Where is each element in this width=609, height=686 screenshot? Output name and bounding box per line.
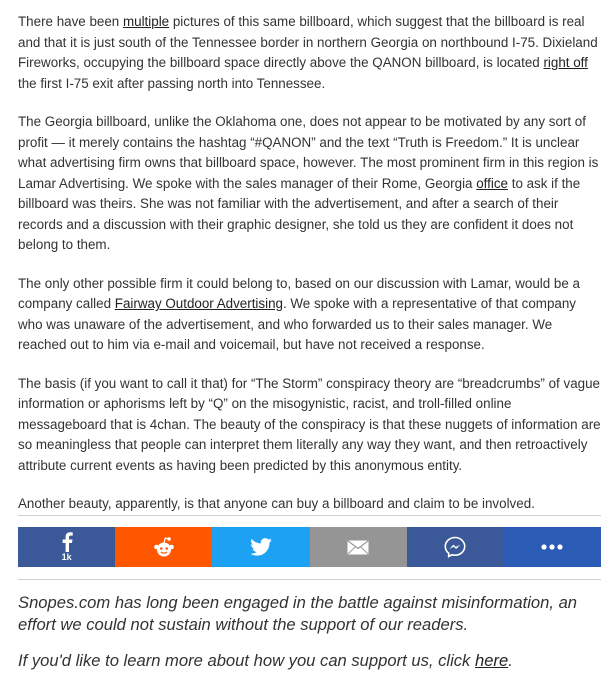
support-text: If you'd like to learn more about how you can support us, click <box>18 651 475 670</box>
office-link[interactable]: office <box>476 175 508 191</box>
reddit-share-button[interactable] <box>115 527 212 567</box>
article-paragraph-1 <box>18 12 603 94</box>
paragraph-text: The Georgia billboard, unlike the Oklahoma one, does not appear to be motivated by any sort of profit — it merely contains the hashtag “#QANON” and the text “Truth is Freedom.” It is unclear what advertising firm owns that billboard space, however. The most prominent firm in this region is Lamar Advertising. We spoke with the sales manager of their Rome, Georgia <box>18 114 599 191</box>
article-body <box>18 12 603 533</box>
paragraph-text: . We spoke with a representative of that company who was unaware of the advertisement, and who forwarded us to their sales manager. We reached out to him via e-mail and voicemail, but have not received a response. <box>18 296 576 352</box>
facebook-share-count: 1k <box>61 552 72 562</box>
share-divider-bottom <box>18 579 601 580</box>
article-paragraph-3 <box>18 274 603 356</box>
share-bar <box>18 527 601 567</box>
messenger-share-button[interactable] <box>407 527 504 567</box>
reddit-icon <box>152 536 176 558</box>
multiple-link[interactable]: multiple <box>122 14 170 29</box>
twitter-icon <box>250 538 272 556</box>
email-share-button[interactable] <box>310 527 407 567</box>
support-paragraph-2 <box>18 650 603 672</box>
article-paragraph-4: The basis (if you want to call it that) for “The Storm” conspiracy theory are “breadcrumbs” of vague information or aphorisms left by “Q” on the misogynistic, racist, and troll-filled online messageboard that is 4chan. The beauty of the conspiracy is that these nuggets of information are so meaningless that people can interpret them literally any way they want, and then retroactively attribute current events as having been predicted by this anonymous entity. <box>18 375 601 473</box>
article-paragraph-2 <box>18 112 603 256</box>
support-period: . <box>508 651 513 670</box>
more-share-button[interactable] <box>504 527 601 567</box>
support-paragraph-1: Snopes.com has long been engaged in the battle against misinformation, an effort we could not sustain without the support of our readers. <box>18 593 578 634</box>
twitter-share-button[interactable] <box>212 527 309 567</box>
facebook-icon <box>61 532 73 552</box>
share-divider-top <box>18 515 601 516</box>
paragraph-text: The only other possible firm it could belong to, based on our discussion with Lamar, would be a company called <box>18 275 580 311</box>
email-icon <box>347 540 369 555</box>
support-here-link[interactable]: here <box>474 651 509 670</box>
messenger-icon <box>444 536 466 558</box>
right-off-link[interactable]: right off <box>543 55 588 70</box>
paragraph-text: pictures of this same billboard, which suggest that the billboard is real and that it is just south of the Tennessee border in northern Georgia on northbound I-75. Dixieland Fireworks, occupying the billboard space directly above the QANON billboard, is located <box>18 14 598 70</box>
paragraph-text: There have been <box>18 14 123 29</box>
facebook-share-button[interactable] <box>18 527 115 567</box>
paragraph-text: to ask if the billboard was theirs. She was not familiar with the advertisement, and after a search of their records and a discussion with their graphic designer, she told us they are confident it does not belong to them. <box>18 175 581 252</box>
fairway-outdoor-advertising-link[interactable]: Fairway Outdoor Advertising <box>114 296 283 311</box>
article-paragraph-5: Another beauty, apparently, is that anyone can buy a billboard and claim to be involved. <box>18 496 535 511</box>
more-icon <box>541 544 563 550</box>
paragraph-text: the first I-75 exit after passing north into Tennessee. <box>18 75 326 91</box>
